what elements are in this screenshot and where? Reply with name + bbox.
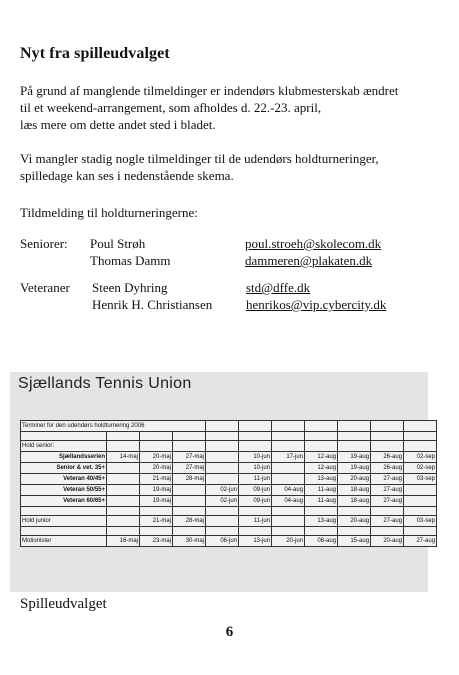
date-cell: 13-jun	[239, 536, 272, 547]
date-cell	[140, 507, 173, 516]
date-cell: 04-aug	[272, 485, 305, 496]
date-cell	[173, 485, 206, 496]
date-cell	[206, 452, 239, 463]
date-cell: 20-jun	[272, 536, 305, 547]
date-cell	[206, 527, 239, 536]
contact-row	[20, 296, 440, 313]
date-cell	[338, 441, 371, 452]
date-cell: 20-maj	[140, 463, 173, 474]
date-cell	[305, 507, 338, 516]
date-cell	[206, 507, 239, 516]
date-cell	[206, 474, 239, 485]
date-cell	[239, 432, 272, 441]
date-cell: 02-sep	[404, 463, 437, 474]
date-cell	[272, 516, 305, 527]
date-cell: 26-aug	[371, 452, 404, 463]
date-cell	[272, 507, 305, 516]
contact-email-link[interactable]: std@dffe.dk	[246, 280, 311, 295]
date-cell: 27-maj	[173, 452, 206, 463]
date-cell	[107, 507, 140, 516]
date-cell: 03-sep	[404, 516, 437, 527]
date-cell: 26-aug	[371, 463, 404, 474]
signup-label: Tildmelding til holdturneringerne:	[20, 205, 198, 220]
article-heading: Nyt fra spilleudvalget	[20, 45, 170, 62]
contact-row	[20, 279, 440, 296]
row-label: Veteran 40/45+	[21, 474, 107, 485]
table-cell	[272, 421, 305, 432]
intro-paragraph	[20, 82, 440, 133]
contact-name: Steen Dyhring	[92, 280, 168, 295]
table-caption: Terminer for den udendørs holdturnering 2006	[21, 421, 206, 432]
row-label: Hold senior:	[21, 441, 107, 452]
date-cell	[173, 432, 206, 441]
missing-line: spilledage kan ses i nedenstående skema.	[20, 168, 234, 183]
table-row	[21, 441, 437, 452]
date-cell: 11-aug	[305, 485, 338, 496]
date-cell	[305, 432, 338, 441]
row-label: Sjællandsserien	[21, 452, 107, 463]
date-cell: 20-aug	[338, 516, 371, 527]
footer-signature: Spilleudvalget	[20, 596, 107, 612]
row-label	[21, 507, 107, 516]
date-cell	[107, 485, 140, 496]
date-cell: 12-aug	[305, 463, 338, 474]
missing-line: Vi mangler stadig nogle tilmeldinger til de udendørs holdturneringer,	[20, 151, 379, 166]
date-cell: 13-aug	[305, 474, 338, 485]
contact-email-link[interactable]: henrikos@vip.cybercity.dk	[246, 297, 387, 312]
table-row	[21, 452, 437, 463]
contact-row	[20, 252, 440, 269]
table-row	[21, 496, 437, 507]
date-cell	[107, 432, 140, 441]
date-cell	[206, 441, 239, 452]
union-title: Sjællands Tennis Union	[18, 375, 192, 392]
row-label: Veteran 60/65+	[21, 496, 107, 507]
date-cell: 04-aug	[272, 496, 305, 507]
date-cell: 20-aug	[371, 536, 404, 547]
row-label: Hold junior	[21, 516, 107, 527]
table-row	[21, 527, 437, 536]
date-cell	[107, 527, 140, 536]
date-cell: 06-jun	[206, 536, 239, 547]
date-cell: 11-aug	[305, 496, 338, 507]
page-number: 6	[225, 624, 234, 640]
table-row	[21, 536, 437, 547]
date-cell	[206, 463, 239, 474]
date-cell: 12-aug	[305, 452, 338, 463]
date-cell: 18-aug	[338, 496, 371, 507]
row-label	[21, 432, 107, 441]
date-cell: 28-maj	[173, 516, 206, 527]
row-label	[21, 527, 107, 536]
date-cell: 23-maj	[140, 536, 173, 547]
table-cell	[305, 421, 338, 432]
date-cell	[338, 507, 371, 516]
date-cell	[272, 432, 305, 441]
table-row	[21, 432, 437, 441]
table-row	[21, 463, 437, 474]
date-cell: 27-maj	[173, 463, 206, 474]
date-cell	[272, 441, 305, 452]
intro-line: til et weekend-arrangement, som afholdes d. 22.-23. april,	[20, 100, 322, 115]
date-cell	[404, 496, 437, 507]
date-cell	[173, 507, 206, 516]
row-label: Veteran 50/55+	[21, 485, 107, 496]
contact-name: Thomas Damm	[90, 253, 171, 268]
date-cell	[239, 507, 272, 516]
date-cell	[140, 441, 173, 452]
date-cell: 30-maj	[173, 536, 206, 547]
date-cell: 02-jun	[206, 496, 239, 507]
veterans-contacts	[20, 279, 440, 313]
date-cell	[338, 432, 371, 441]
date-cell: 19-maj	[140, 485, 173, 496]
date-cell: 10-jun	[239, 452, 272, 463]
date-cell	[107, 474, 140, 485]
date-cell: 19-maj	[140, 496, 173, 507]
date-cell	[371, 441, 404, 452]
date-cell	[239, 441, 272, 452]
date-cell: 14-maj	[107, 452, 140, 463]
date-cell	[107, 496, 140, 507]
date-cell: 20-maj	[140, 452, 173, 463]
date-cell	[107, 516, 140, 527]
date-cell	[272, 527, 305, 536]
date-cell: 21-maj	[140, 516, 173, 527]
date-cell	[140, 432, 173, 441]
date-cell: 19-aug	[338, 452, 371, 463]
contact-row	[20, 235, 440, 252]
date-cell: 08-aug	[305, 536, 338, 547]
date-cell: 27-aug	[404, 536, 437, 547]
date-cell	[404, 441, 437, 452]
date-cell	[272, 463, 305, 474]
date-cell: 16-maj	[107, 536, 140, 547]
table-row	[21, 485, 437, 496]
date-cell: 09-jun	[239, 496, 272, 507]
table-cell	[371, 421, 404, 432]
category-label: Seniorer:	[20, 236, 68, 251]
contact-name: Poul Strøh	[90, 236, 146, 251]
table-cell	[206, 421, 239, 432]
date-cell	[371, 527, 404, 536]
date-cell: 13-aug	[305, 516, 338, 527]
date-cell	[404, 485, 437, 496]
contact-email-link[interactable]: dammeren@plakaten.dk	[245, 253, 373, 268]
missing-signups-paragraph	[20, 150, 440, 184]
category-label: Veteraner	[20, 280, 70, 295]
intro-line: På grund af manglende tilmeldinger er indendørs klubmesterskab ændret	[20, 83, 399, 98]
date-cell	[107, 463, 140, 474]
date-cell: 09-jun	[239, 485, 272, 496]
date-cell: 15-aug	[338, 536, 371, 547]
date-cell: 21-maj	[140, 474, 173, 485]
date-cell	[107, 441, 140, 452]
date-cell: 27-aug	[371, 474, 404, 485]
date-cell	[338, 527, 371, 536]
date-cell: 11-jun	[239, 474, 272, 485]
date-cell: 03-sep	[404, 474, 437, 485]
row-label: Motionister	[21, 536, 107, 547]
date-cell	[305, 527, 338, 536]
schedule-table	[20, 420, 437, 547]
date-cell	[140, 527, 173, 536]
date-cell	[404, 507, 437, 516]
date-cell: 02-sep	[404, 452, 437, 463]
table-row	[21, 516, 437, 527]
date-cell: 20-aug	[338, 474, 371, 485]
date-cell: 11-jun	[239, 516, 272, 527]
schedule-image	[10, 372, 436, 592]
table-caption-row	[21, 421, 437, 432]
date-cell	[305, 441, 338, 452]
date-cell	[239, 527, 272, 536]
date-cell: 27-aug	[371, 496, 404, 507]
date-cell	[173, 496, 206, 507]
date-cell: 17-jun	[272, 452, 305, 463]
date-cell	[173, 527, 206, 536]
contact-email-link[interactable]: poul.stroeh@skolecom.dk	[245, 236, 382, 251]
date-cell: 19-aug	[338, 463, 371, 474]
table-cell	[239, 421, 272, 432]
intro-line: læs mere om dette andet sted i bladet.	[20, 117, 216, 132]
contact-name: Henrik H. Christiansen	[92, 297, 213, 312]
date-cell: 02-jun	[206, 485, 239, 496]
table-cell	[338, 421, 371, 432]
date-cell	[272, 474, 305, 485]
date-cell	[371, 507, 404, 516]
table-row	[21, 474, 437, 485]
date-cell: 10-jun	[239, 463, 272, 474]
date-cell: 28-maj	[173, 474, 206, 485]
seniors-contacts	[20, 235, 440, 269]
table-cell	[404, 421, 437, 432]
date-cell	[206, 516, 239, 527]
date-cell	[404, 432, 437, 441]
row-label: Senior & vet. 35+	[21, 463, 107, 474]
date-cell	[371, 432, 404, 441]
date-cell	[404, 527, 437, 536]
date-cell: 27-aug	[371, 516, 404, 527]
date-cell: 27-aug	[371, 485, 404, 496]
date-cell: 18-aug	[338, 485, 371, 496]
date-cell	[173, 441, 206, 452]
table-row	[21, 507, 437, 516]
date-cell	[206, 432, 239, 441]
